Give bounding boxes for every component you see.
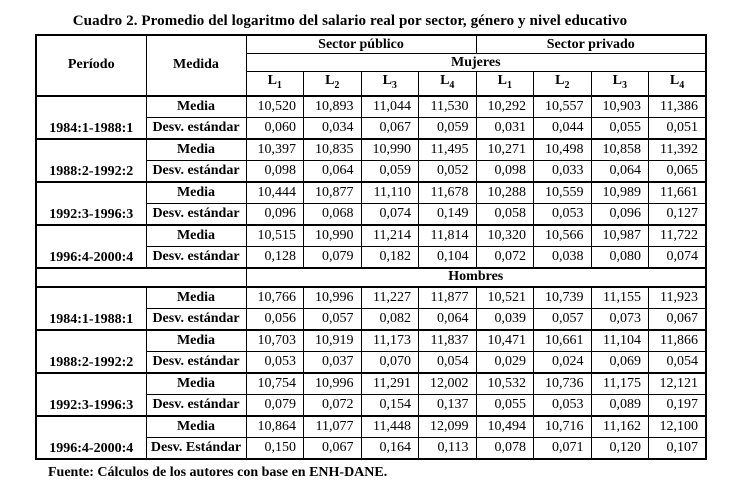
table-cell: 10,520 <box>246 96 304 118</box>
table-cell: 0,065 <box>649 160 707 182</box>
table-cell: 10,864 <box>246 416 304 438</box>
table-cell: 10,736 <box>534 373 592 395</box>
table-cell: 10,990 <box>304 225 362 247</box>
table-cell: 0,054 <box>649 351 707 373</box>
table-cell: 11,175 <box>591 373 649 395</box>
table-cell: 0,182 <box>361 246 419 268</box>
table-cell: 10,877 <box>304 182 362 204</box>
table-cell: 10,903 <box>591 96 649 118</box>
level-base: L <box>669 73 680 88</box>
table-row <box>36 416 706 438</box>
table-cell: 10,559 <box>534 182 592 204</box>
table-cell: 0,060 <box>246 117 304 139</box>
level-column-header <box>419 72 477 96</box>
table-cell: 11,877 <box>419 287 477 309</box>
level-base: L <box>440 73 450 88</box>
table-cell: 0,058 <box>476 203 534 225</box>
table-cell: 11,155 <box>591 287 649 309</box>
table-cell: 0,096 <box>246 203 304 225</box>
table-cell: 10,754 <box>246 373 304 395</box>
table-row <box>36 139 706 161</box>
header-row-sectors <box>36 35 706 54</box>
table-cell: 10,716 <box>534 416 592 438</box>
table-cell: 0,052 <box>419 160 477 182</box>
table-cell: 0,056 <box>246 308 304 330</box>
table-cell: 11,291 <box>361 373 419 395</box>
period-column-header: Período <box>36 35 146 96</box>
measure-label: Media <box>146 225 246 247</box>
table-cell: 10,532 <box>476 373 534 395</box>
gender-band-label: Mujeres <box>246 54 706 72</box>
table-row <box>36 330 706 352</box>
table-cell: 0,059 <box>419 117 477 139</box>
level-sub: 2 <box>564 79 570 91</box>
table-cell: 0,064 <box>591 160 649 182</box>
table-cell: 11,722 <box>649 225 707 247</box>
level-column-header <box>534 72 592 96</box>
table-cell: 11,866 <box>649 330 707 352</box>
level-column-header <box>246 72 304 96</box>
measure-label: Desv. estándar <box>146 308 246 330</box>
measure-label: Media <box>146 182 246 204</box>
period-label: 1988:2-1992:2 <box>36 330 146 373</box>
table-cell: 0,089 <box>591 394 649 416</box>
table-cell: 11,044 <box>361 96 419 118</box>
level-base: L <box>325 73 335 88</box>
table-cell: 0,113 <box>419 437 477 459</box>
level-sub: 2 <box>334 79 340 91</box>
measure-label: Desv. Estándar <box>146 437 246 459</box>
period-label: 1984:1-1988:1 <box>36 96 146 139</box>
table-cell: 10,271 <box>476 139 534 161</box>
table-cell: 0,064 <box>304 160 362 182</box>
table-cell: 10,766 <box>246 287 304 309</box>
table-cell: 10,292 <box>476 96 534 118</box>
table-cell: 0,055 <box>591 117 649 139</box>
table-cell: 11,678 <box>419 182 477 204</box>
table-cell: 0,051 <box>649 117 707 139</box>
table-row <box>36 373 706 395</box>
table-cell: 10,498 <box>534 139 592 161</box>
table-cell: 0,034 <box>304 117 362 139</box>
table-cell: 0,038 <box>534 246 592 268</box>
table-cell: 0,071 <box>534 437 592 459</box>
table-cell: 10,835 <box>304 139 362 161</box>
table-cell: 0,082 <box>361 308 419 330</box>
table-cell: 10,471 <box>476 330 534 352</box>
level-sub: 3 <box>621 79 627 91</box>
measure-label: Desv. estándar <box>146 117 246 139</box>
table-cell: 10,320 <box>476 225 534 247</box>
table-cell: 11,214 <box>361 225 419 247</box>
table-cell: 0,039 <box>476 308 534 330</box>
table-cell: 10,494 <box>476 416 534 438</box>
period-label: 1992:3-1996:3 <box>36 182 146 225</box>
table-cell: 10,288 <box>476 182 534 204</box>
gender-band-label: Hombres <box>246 268 706 287</box>
level-base: L <box>612 73 622 88</box>
table-cell: 11,448 <box>361 416 419 438</box>
measure-column-header: Medida <box>146 35 246 96</box>
table-cell: 11,392 <box>649 139 707 161</box>
table-cell: 11,104 <box>591 330 649 352</box>
table-cell: 0,072 <box>304 394 362 416</box>
table-cell: 0,064 <box>419 308 477 330</box>
table-cell: 12,002 <box>419 373 477 395</box>
table-cell: 0,107 <box>649 437 707 459</box>
level-column-header <box>304 72 362 96</box>
table-cell: 0,068 <box>304 203 362 225</box>
table-cell: 10,661 <box>534 330 592 352</box>
level-column-header <box>649 72 707 96</box>
table-cell: 11,173 <box>361 330 419 352</box>
table-cell: 0,053 <box>534 203 592 225</box>
level-base: L <box>555 73 565 88</box>
level-sub: 4 <box>679 79 685 91</box>
gender-band-spacer <box>36 268 246 287</box>
level-base: L <box>382 73 392 88</box>
measure-label: Media <box>146 139 246 161</box>
table-cell: 10,987 <box>591 225 649 247</box>
table-cell: 10,521 <box>476 287 534 309</box>
measure-label: Media <box>146 416 246 438</box>
table-cell: 0,104 <box>419 246 477 268</box>
period-label: 1984:1-1988:1 <box>36 287 146 330</box>
period-label: 1988:2-1992:2 <box>36 139 146 182</box>
period-label: 1996:4-2000:4 <box>36 416 146 459</box>
table-cell: 0,150 <box>246 437 304 459</box>
table-cell: 10,397 <box>246 139 304 161</box>
table-cell: 0,197 <box>649 394 707 416</box>
table-cell: 0,059 <box>361 160 419 182</box>
table-cell: 0,137 <box>419 394 477 416</box>
table-cell: 10,739 <box>534 287 592 309</box>
table-cell: 0,055 <box>476 394 534 416</box>
table-cell: 0,044 <box>534 117 592 139</box>
level-sub: 4 <box>449 79 455 91</box>
table-cell: 0,120 <box>591 437 649 459</box>
measure-label: Desv. estándar <box>146 203 246 225</box>
table-cell: 12,100 <box>649 416 707 438</box>
measure-label: Media <box>146 287 246 309</box>
table-cell: 11,495 <box>419 139 477 161</box>
table-cell: 11,386 <box>649 96 707 118</box>
table-cell: 11,162 <box>591 416 649 438</box>
table-cell: 0,053 <box>246 351 304 373</box>
header-row-gender-hombres <box>36 268 706 287</box>
table-cell: 0,098 <box>476 160 534 182</box>
table-cell: 11,530 <box>419 96 477 118</box>
table-cell: 0,067 <box>649 308 707 330</box>
level-base: L <box>497 73 507 88</box>
table-cell: 0,057 <box>304 308 362 330</box>
table-cell: 10,989 <box>591 182 649 204</box>
level-column-header <box>361 72 419 96</box>
table-cell: 11,077 <box>304 416 362 438</box>
table-cell: 0,029 <box>476 351 534 373</box>
table-cell: 11,661 <box>649 182 707 204</box>
level-column-header <box>476 72 534 96</box>
level-sub: 1 <box>506 79 512 91</box>
table-cell: 0,031 <box>476 117 534 139</box>
table-row <box>36 287 706 309</box>
table-title: Cuadro 2. Promedio del logaritmo del salario real por sector, género y nivel educativo <box>72 13 628 29</box>
table-cell: 0,127 <box>649 203 707 225</box>
table-cell: 0,080 <box>591 246 649 268</box>
table-cell: 0,069 <box>591 351 649 373</box>
table-cell: 10,557 <box>534 96 592 118</box>
table-cell: 10,919 <box>304 330 362 352</box>
table-cell: 0,074 <box>361 203 419 225</box>
table-cell: 0,154 <box>361 394 419 416</box>
table-cell: 11,837 <box>419 330 477 352</box>
table-cell: 0,128 <box>246 246 304 268</box>
statistics-table <box>35 34 707 460</box>
table-cell: 0,079 <box>246 394 304 416</box>
table-cell: 10,515 <box>246 225 304 247</box>
table-cell: 0,072 <box>476 246 534 268</box>
measure-label: Desv. estándar <box>146 246 246 268</box>
level-sub: 3 <box>391 79 397 91</box>
table-cell: 0,057 <box>534 308 592 330</box>
table-cell: 11,814 <box>419 225 477 247</box>
table-cell: 0,079 <box>304 246 362 268</box>
table-row <box>36 96 706 118</box>
table-cell: 12,121 <box>649 373 707 395</box>
table-cell: 12,099 <box>419 416 477 438</box>
measure-label: Media <box>146 330 246 352</box>
table-cell: 0,149 <box>419 203 477 225</box>
table-row <box>36 182 706 204</box>
table-cell: 0,037 <box>304 351 362 373</box>
measure-label: Media <box>146 373 246 395</box>
table-cell: 10,858 <box>591 139 649 161</box>
table-cell: 10,444 <box>246 182 304 204</box>
table-cell: 0,067 <box>304 437 362 459</box>
table-cell: 11,110 <box>361 182 419 204</box>
table-cell: 0,053 <box>534 394 592 416</box>
table-cell: 10,566 <box>534 225 592 247</box>
table-cell: 0,073 <box>591 308 649 330</box>
measure-label: Desv. estándar <box>146 351 246 373</box>
table-cell: 11,227 <box>361 287 419 309</box>
table-cell: 10,996 <box>304 373 362 395</box>
table-cell: 0,067 <box>361 117 419 139</box>
table-cell: 0,033 <box>534 160 592 182</box>
measure-label: Desv. estándar <box>146 160 246 182</box>
level-column-header <box>591 72 649 96</box>
private-sector-header: Sector privado <box>476 35 706 54</box>
table-cell: 11,923 <box>649 287 707 309</box>
table-cell: 0,078 <box>476 437 534 459</box>
table-cell: 0,074 <box>649 246 707 268</box>
table-cell: 0,164 <box>361 437 419 459</box>
table-cell: 0,098 <box>246 160 304 182</box>
measure-label: Desv. estándar <box>146 394 246 416</box>
table-cell: 10,996 <box>304 287 362 309</box>
table-cell: 10,990 <box>361 139 419 161</box>
table-cell: 10,893 <box>304 96 362 118</box>
public-sector-header: Sector público <box>246 35 476 54</box>
table-cell: 0,054 <box>419 351 477 373</box>
table-cell: 0,024 <box>534 351 592 373</box>
table-cell: 10,703 <box>246 330 304 352</box>
table-row <box>36 225 706 247</box>
level-base: L <box>267 73 277 88</box>
table-cell: 0,070 <box>361 351 419 373</box>
source-note: Fuente: Cálculos de los autores con base en ENH-DANE. <box>48 464 388 480</box>
table-cell: 0,096 <box>591 203 649 225</box>
period-label: 1992:3-1996:3 <box>36 373 146 416</box>
level-sub: 1 <box>276 79 282 91</box>
period-label: 1996:4-2000:4 <box>36 225 146 268</box>
measure-label: Media <box>146 96 246 118</box>
